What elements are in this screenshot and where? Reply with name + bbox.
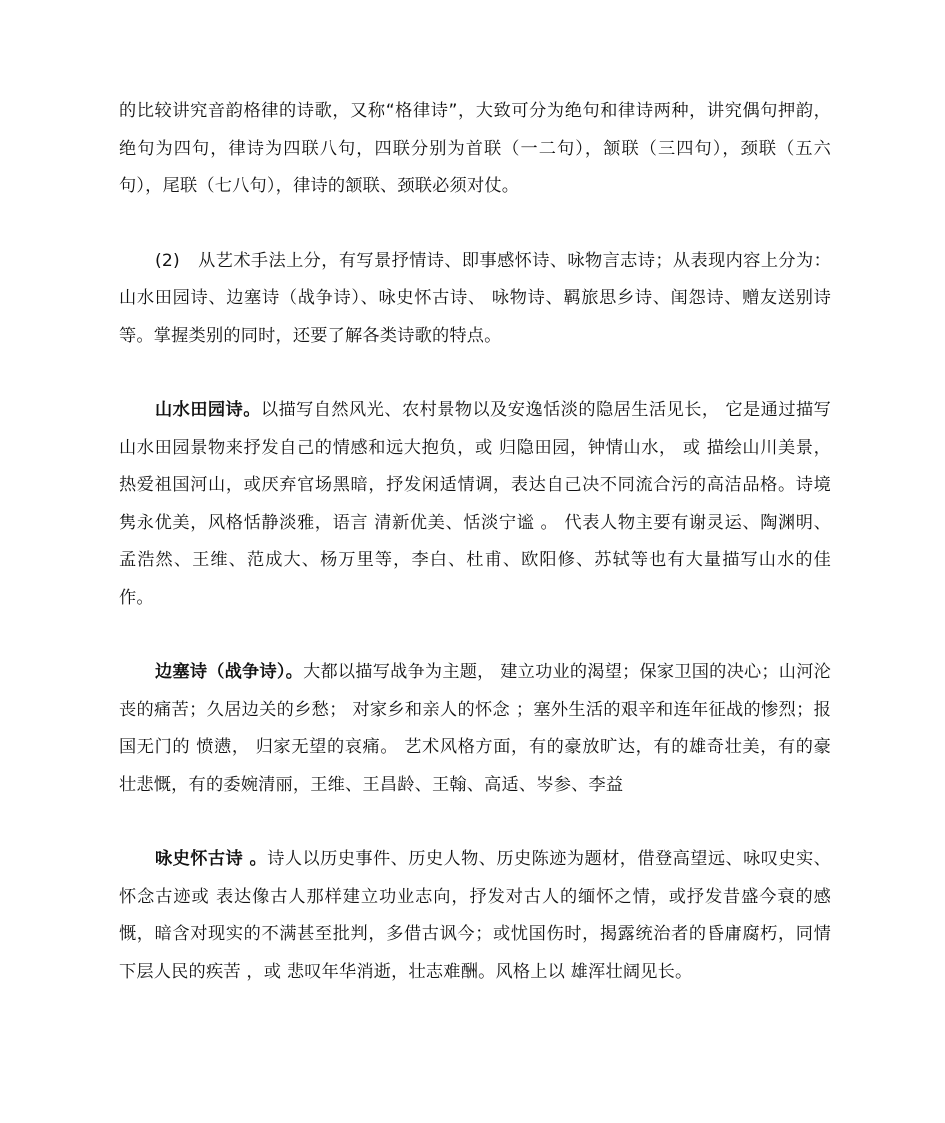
item-number: (2) <box>155 250 180 271</box>
document-page <box>119 93 831 991</box>
biansai-heading: 边塞诗（战争诗）。 <box>155 662 304 682</box>
paragraph-gap <box>119 355 831 392</box>
shanshui-paragraph <box>119 392 831 617</box>
shanshui-text: 以描写自然风光、农村景物以及安逸恬淡的隐居生活见长， 它是通过描写山水田园景物来抒发自己的情感和远大抱负，或 归隐田园，钟情山水， 或 描绘山川美景，热爱祖国河山，或厌弃官场黑暗，抒发闲适情调，表达自己决不同流合污的高洁品格。诗境隽永优美，风格恬静淡雅，语言 清新优美、恬淡宁谧 。 代表人物主要有谢灵运、陶渊明、孟浩然、王维、范成大、杨万里等，李白、杜甫、欧阳修、苏轼等也有大量描写山水的佳作。 <box>119 400 831 608</box>
paragraph-gap <box>119 617 831 654</box>
biansai-text: 大都以描写战争为主题， 建立功业的渴望；保家卫国的决心；山河沦丧的痛苦；久居边关的乡愁； 对家乡和亲人的怀念 ；塞外生活的艰辛和连年征战的惨烈；报国无门的 愤懑， 归家无望的哀痛。 艺术风格方面，有的豪放旷达，有的雄奇壮美，有的豪壮悲慨，有的委婉清丽，王维、王昌龄、王翰、高适、岑参、李益 <box>119 662 831 795</box>
paragraph-gap <box>119 206 831 243</box>
yongshi-heading: 咏史怀古诗 。 <box>155 849 268 869</box>
biansai-paragraph <box>119 654 831 804</box>
intro-paragraph: 的比较讲究音韵格律的诗歌，又称“格律诗”，大致可分为绝句和律诗两种，讲究偶句押韵，绝句为四句，律诗为四联八句，四联分别为首联（一二句），颔联（三四句），颈联（五六句），尾联（七八句），律诗的颔联、颈联必须对仗。 <box>119 101 831 196</box>
paragraph-gap <box>119 804 831 841</box>
yongshi-text: 诗人以历史事件、历史人物、历史陈迹为题材，借登高望远、咏叹史实、怀念古迹或 表达像古人那样建立功业志向，抒发对古人的缅怀之情，或抒发昔盛今衰的感慨，暗含对现实的不满甚至批判，多借古讽今；或忧国伤时，揭露统治者的昏庸腐朽，同情下层人民的疾苦 ，或 悲叹年华消逝，壮志难酬。风格上以 雄浑壮阔见长。 <box>119 849 831 982</box>
yongshi-paragraph <box>119 841 831 991</box>
shanshui-heading: 山水田园诗。 <box>155 400 261 420</box>
classification-paragraph <box>119 243 831 356</box>
classification-text: 从艺术手法上分，有写景抒情诗、即事感怀诗、咏物言志诗；从表现内容上分为：山水田园诗、边塞诗（战争诗）、咏史怀古诗、 咏物诗、羁旅思乡诗、闺怨诗、赠友送别诗等。掌握类别的同时，还要了解各类诗歌的特点。 <box>119 250 831 346</box>
